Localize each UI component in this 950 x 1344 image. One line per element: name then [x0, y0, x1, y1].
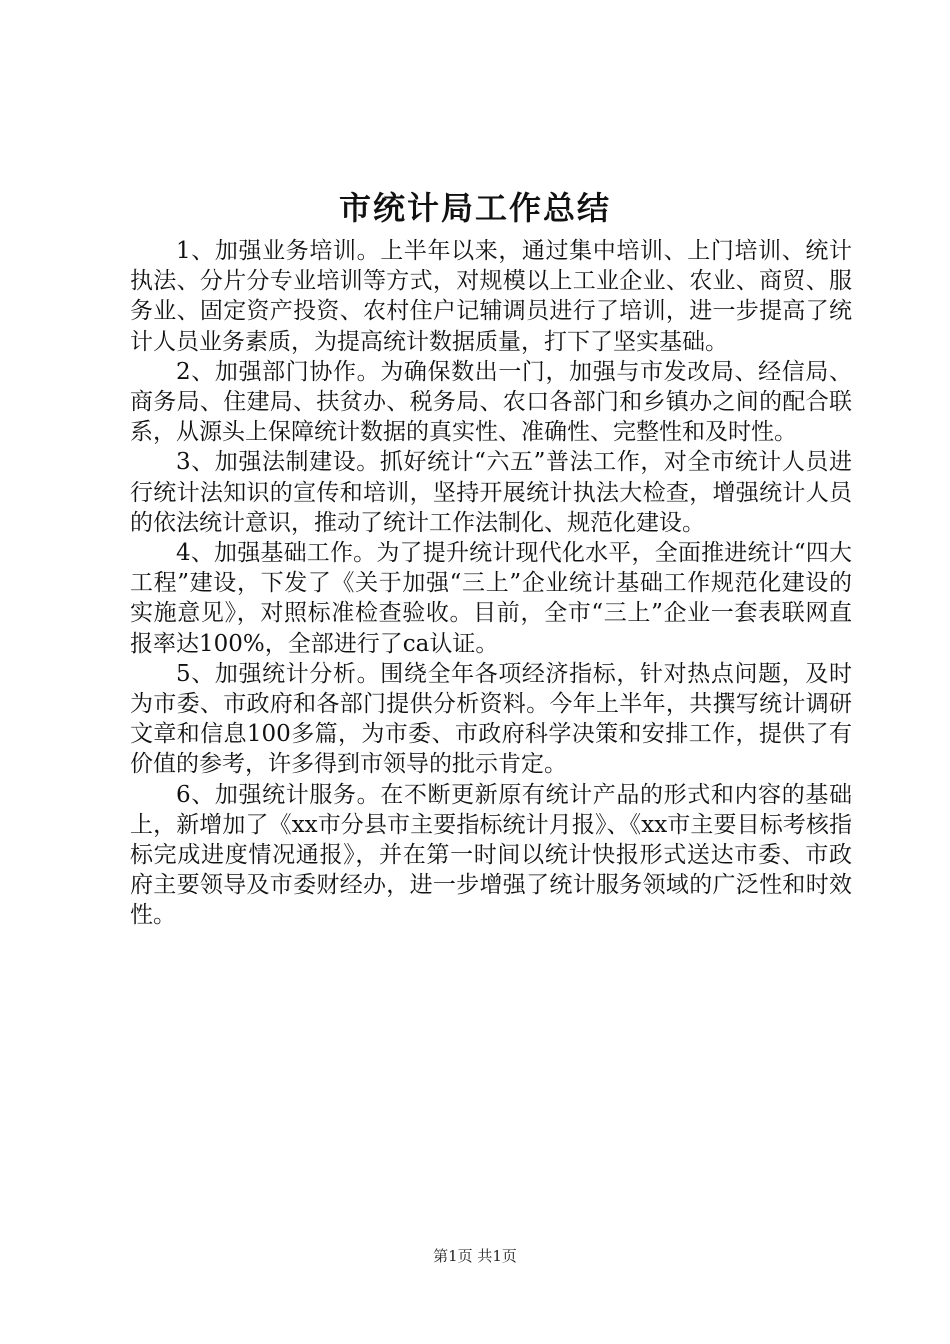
paragraph-1: 1、加强业务培训。上半年以来，通过集中培训、上门培训、统计执法、分片分专业培训等方式，对规模以上工业企业、农业、商贸、服务业、固定资产投资、农村住户记辅调员进行了培训，进一步提高了统计人员业务素质，为提高统计数据质量，打下了坚实基础。: [130, 238, 852, 355]
page-footer: 第1页 共1页: [433, 1247, 517, 1265]
paragraph-5: 5、加强统计分析。围绕全年各项经济指标，针对热点问题，及时为市委、市政府和各部门提供分析资料。今年上半年，共撰写统计调研文章和信息100多篇，为市委、市政府科学决策和安排工作，提供了有价值的参考，许多得到市领导的批示肯定。: [130, 660, 852, 778]
paragraph-4: 4、加强基础工作。为了提升统计现代化水平，全面推进统计“四大工程”建设，下发了《关于加强“三上”企业统计基础工作规范化建设的实施意见》，对照标准检查验收。目前，全市“三上”企业一套表联网直报率达100%，全部进行了ca认证。: [130, 540, 852, 657]
document-title: 市统计局工作总结: [338, 189, 611, 227]
paragraph-6: 6、加强统计服务。在不断更新原有统计产品的形式和内容的基础上，新增加了《xx市分县市主要指标统计月报》、《xx市主要目标考核指标完成进度情况通报》，并在第一时间以统计快报形式送达市委、市政府主要领导及市委财经办，进一步增强了统计服务领域的广泛性和时效性。: [130, 781, 852, 929]
paragraph-2: 2、加强部门协作。为确保数出一门，加强与市发改局、经信局、商务局、住建局、扶贫办、税务局、农口各部门和乡镇办之间的配合联系，从源头上保障统计数据的真实性、准确性、完整性和及时性。: [130, 358, 852, 446]
document-body: [130, 236, 852, 931]
paragraph-3: 3、加强法制建设。抓好统计“六五”普法工作，对全市统计人员进行统计法知识的宣传和培训，坚持开展统计执法大检查，增强统计人员的依法统计意识，推动了统计工作法制化、规范化建设。: [130, 449, 852, 536]
